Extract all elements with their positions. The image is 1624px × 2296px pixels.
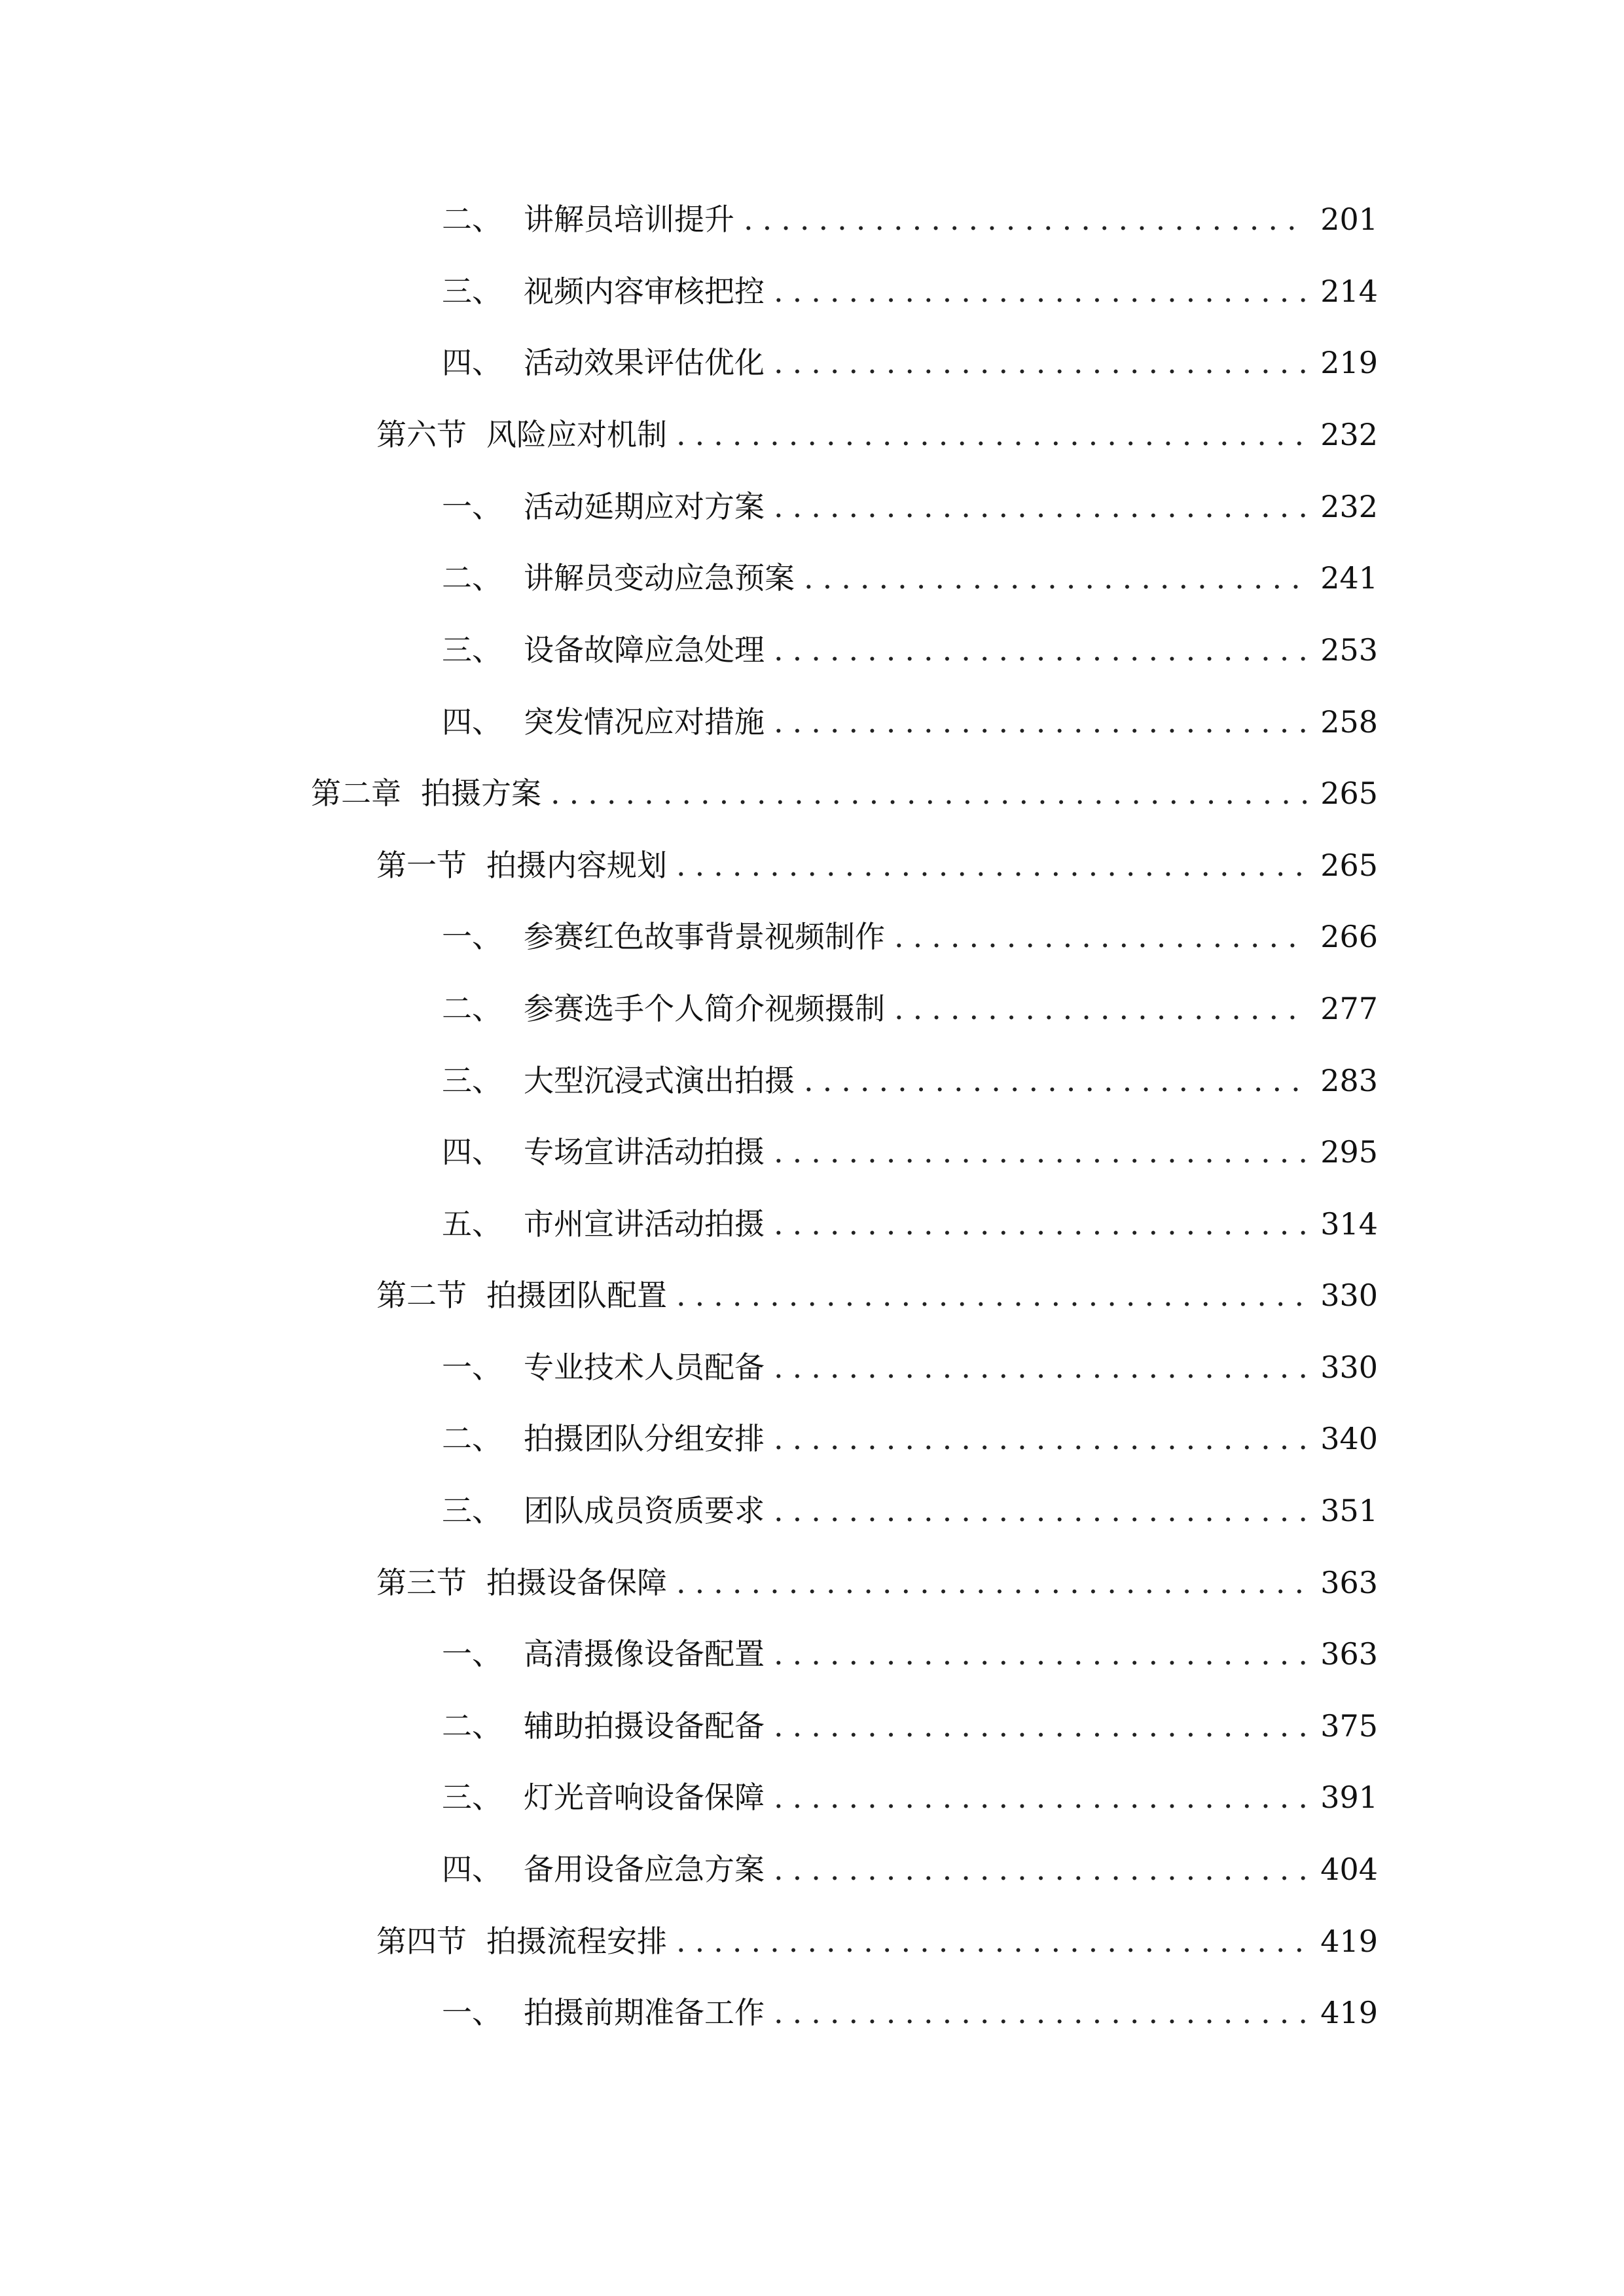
toc-entry[interactable]: [442, 1771, 1378, 1823]
toc-entry-page: 419: [1320, 1995, 1378, 2030]
toc-entry-title: 参赛选手个人简介视频摄制: [524, 991, 885, 1026]
toc-entry[interactable]: [442, 1126, 1378, 1178]
toc-dot-leader: [774, 480, 1307, 533]
toc-entry-number: 三、: [442, 1493, 502, 1528]
toc-dot-leader: [744, 193, 1307, 245]
toc-entry-title: 拍摄内容规划: [486, 848, 667, 883]
toc-entry-page: 241: [1320, 560, 1378, 596]
toc-entry-title: 活动延期应对方案: [524, 489, 765, 524]
toc-entry-number: 三、: [442, 1063, 502, 1098]
toc-entry[interactable]: [442, 1412, 1378, 1465]
toc-entry-page: 219: [1320, 345, 1378, 380]
toc-entry-page: 351: [1320, 1493, 1378, 1528]
toc-entry-number: 四、: [442, 1852, 502, 1887]
toc-dot-leader: [774, 1700, 1307, 1752]
toc-entry-number: 第三节: [376, 1565, 467, 1600]
toc-entry-page: 214: [1320, 274, 1378, 309]
toc-entry-page: 258: [1320, 704, 1378, 740]
toc-dot-leader: [894, 910, 1307, 963]
toc-entry[interactable]: [442, 982, 1378, 1035]
toc-entry-number: 第一节: [376, 848, 467, 883]
toc-entry[interactable]: [376, 408, 1378, 461]
toc-entry-page: 201: [1320, 202, 1378, 237]
toc-entry[interactable]: [376, 1915, 1378, 1967]
toc-entry-page: 314: [1320, 1206, 1378, 1242]
toc-entry-page: 232: [1320, 417, 1378, 452]
toc-entry-page: 330: [1320, 1278, 1378, 1313]
toc-entry-page: 265: [1320, 848, 1378, 883]
toc-entry[interactable]: [442, 624, 1378, 676]
toc-entry[interactable]: [442, 910, 1378, 963]
toc-entry-page: 340: [1320, 1421, 1378, 1456]
toc-entry[interactable]: [442, 265, 1378, 317]
toc-dot-leader: [676, 839, 1307, 891]
toc-entry[interactable]: [376, 1269, 1378, 1321]
toc-entry-page: 277: [1320, 991, 1378, 1026]
toc-dot-leader: [774, 265, 1307, 317]
toc-entry-page: 266: [1320, 919, 1378, 954]
toc-entry-number: 二、: [442, 1421, 502, 1456]
toc-entry-title: 参赛红色故事背景视频制作: [524, 919, 885, 954]
toc-dot-leader: [774, 1126, 1307, 1178]
toc-entry-page: 232: [1320, 489, 1378, 524]
toc-entry-number: 五、: [442, 1206, 502, 1242]
toc-entry[interactable]: [442, 1341, 1378, 1393]
toc-entry-number: 第二节: [376, 1278, 467, 1313]
toc-entry-title: 专业技术人员配备: [524, 1350, 765, 1385]
toc-dot-leader: [774, 1628, 1307, 1680]
toc-entry[interactable]: [376, 1556, 1378, 1609]
toc-entry-number: 二、: [442, 202, 502, 237]
toc-entry-title: 讲解员培训提升: [524, 202, 734, 237]
toc-entry-number: 二、: [442, 1708, 502, 1744]
toc-entry-title: 拍摄流程安排: [486, 1924, 667, 1959]
toc-dot-leader: [774, 1198, 1307, 1250]
toc-entry-title: 讲解员变动应急预案: [524, 560, 795, 596]
toc-entry-title: 团队成员资质要求: [524, 1493, 765, 1528]
toc-dot-leader: [774, 1412, 1307, 1465]
toc-entry-title: 突发情况应对措施: [524, 704, 765, 740]
toc-entry-number: 四、: [442, 345, 502, 380]
toc-entry[interactable]: [376, 839, 1378, 891]
toc-entry-page: 375: [1320, 1708, 1378, 1744]
toc-dot-leader: [774, 696, 1307, 748]
toc-dot-leader: [774, 1341, 1307, 1393]
toc-entry[interactable]: [442, 1054, 1378, 1107]
toc-entry-number: 第四节: [376, 1924, 467, 1959]
toc-dot-leader: [774, 1843, 1307, 1895]
toc-entry-title: 灯光音响设备保障: [524, 1780, 765, 1815]
toc-entry-page: 253: [1320, 632, 1378, 668]
toc-entry-title: 备用设备应急方案: [524, 1852, 765, 1887]
toc-entry[interactable]: [442, 1198, 1378, 1250]
toc-dot-leader: [774, 1771, 1307, 1823]
toc-entry-number: 第二章: [311, 776, 401, 811]
toc-entry[interactable]: [442, 1700, 1378, 1752]
toc-entry-number: 二、: [442, 560, 502, 596]
toc-entry-number: 四、: [442, 1134, 502, 1170]
toc-entry-page: 419: [1320, 1924, 1378, 1959]
toc-dot-leader: [804, 1054, 1307, 1107]
toc-dot-leader: [676, 1269, 1307, 1321]
toc-entry[interactable]: [442, 696, 1378, 748]
toc-dot-leader: [774, 1986, 1307, 2039]
toc-dot-leader: [774, 1484, 1307, 1537]
toc-entry-number: 一、: [442, 1995, 502, 2030]
toc-dot-leader: [774, 336, 1307, 389]
toc-dot-leader: [676, 1915, 1307, 1967]
toc-entry-page: 404: [1320, 1852, 1378, 1887]
toc-entry-number: 三、: [442, 274, 502, 309]
toc-entry-title: 视频内容审核把控: [524, 274, 765, 309]
toc-entry[interactable]: [442, 1986, 1378, 2039]
toc-entry[interactable]: [311, 767, 1378, 819]
toc-dot-leader: [894, 982, 1307, 1035]
toc-entry-title: 设备故障应急处理: [524, 632, 765, 668]
toc-entry-title: 拍摄前期准备工作: [524, 1995, 765, 2030]
toc-entry-title: 拍摄团队分组安排: [524, 1421, 765, 1456]
toc-entry-number: 二、: [442, 991, 502, 1026]
toc-entry-page: 363: [1320, 1636, 1378, 1672]
toc-entry[interactable]: [442, 1843, 1378, 1895]
toc-entry[interactable]: [442, 1484, 1378, 1537]
toc-entry[interactable]: [442, 1628, 1378, 1680]
toc-entry-title: 辅助拍摄设备配备: [524, 1708, 765, 1744]
toc-entry-title: 拍摄方案: [421, 776, 541, 811]
toc-entry-page: 283: [1320, 1063, 1378, 1098]
toc-entry-title: 拍摄团队配置: [486, 1278, 667, 1313]
toc-entry-number: 一、: [442, 1636, 502, 1672]
toc-entry-number: 四、: [442, 704, 502, 740]
toc-entry-number: 三、: [442, 1780, 502, 1815]
toc-entry-page: 265: [1320, 776, 1378, 811]
toc-entry-page: 330: [1320, 1350, 1378, 1385]
toc-entry[interactable]: [442, 552, 1378, 604]
toc-entry[interactable]: [442, 193, 1378, 245]
toc-entry-number: 一、: [442, 489, 502, 524]
toc-entry-title: 高清摄像设备配置: [524, 1636, 765, 1672]
toc-entry-page: 391: [1320, 1780, 1378, 1815]
toc-entry-title: 拍摄设备保障: [486, 1565, 667, 1600]
toc-entry-title: 市州宣讲活动拍摄: [524, 1206, 765, 1242]
toc-entry-page: 295: [1320, 1134, 1378, 1170]
toc-dot-leader: [774, 624, 1307, 676]
toc-entry-number: 第六节: [376, 417, 467, 452]
toc-entry-number: 一、: [442, 1350, 502, 1385]
toc-entry[interactable]: [442, 480, 1378, 533]
toc-entry-title: 风险应对机制: [486, 417, 667, 452]
toc-dot-leader: [550, 767, 1307, 819]
toc-entry-number: 三、: [442, 632, 502, 668]
toc-entry-page: 363: [1320, 1565, 1378, 1600]
toc-dot-leader: [676, 408, 1307, 461]
toc-entry-number: 一、: [442, 919, 502, 954]
toc-dot-leader: [676, 1556, 1307, 1609]
toc-entry-title: 专场宣讲活动拍摄: [524, 1134, 765, 1170]
toc-entry[interactable]: [442, 336, 1378, 389]
toc-entry-title: 活动效果评估优化: [524, 345, 765, 380]
toc-entry-title: 大型沉浸式演出拍摄: [524, 1063, 795, 1098]
toc-dot-leader: [804, 552, 1307, 604]
